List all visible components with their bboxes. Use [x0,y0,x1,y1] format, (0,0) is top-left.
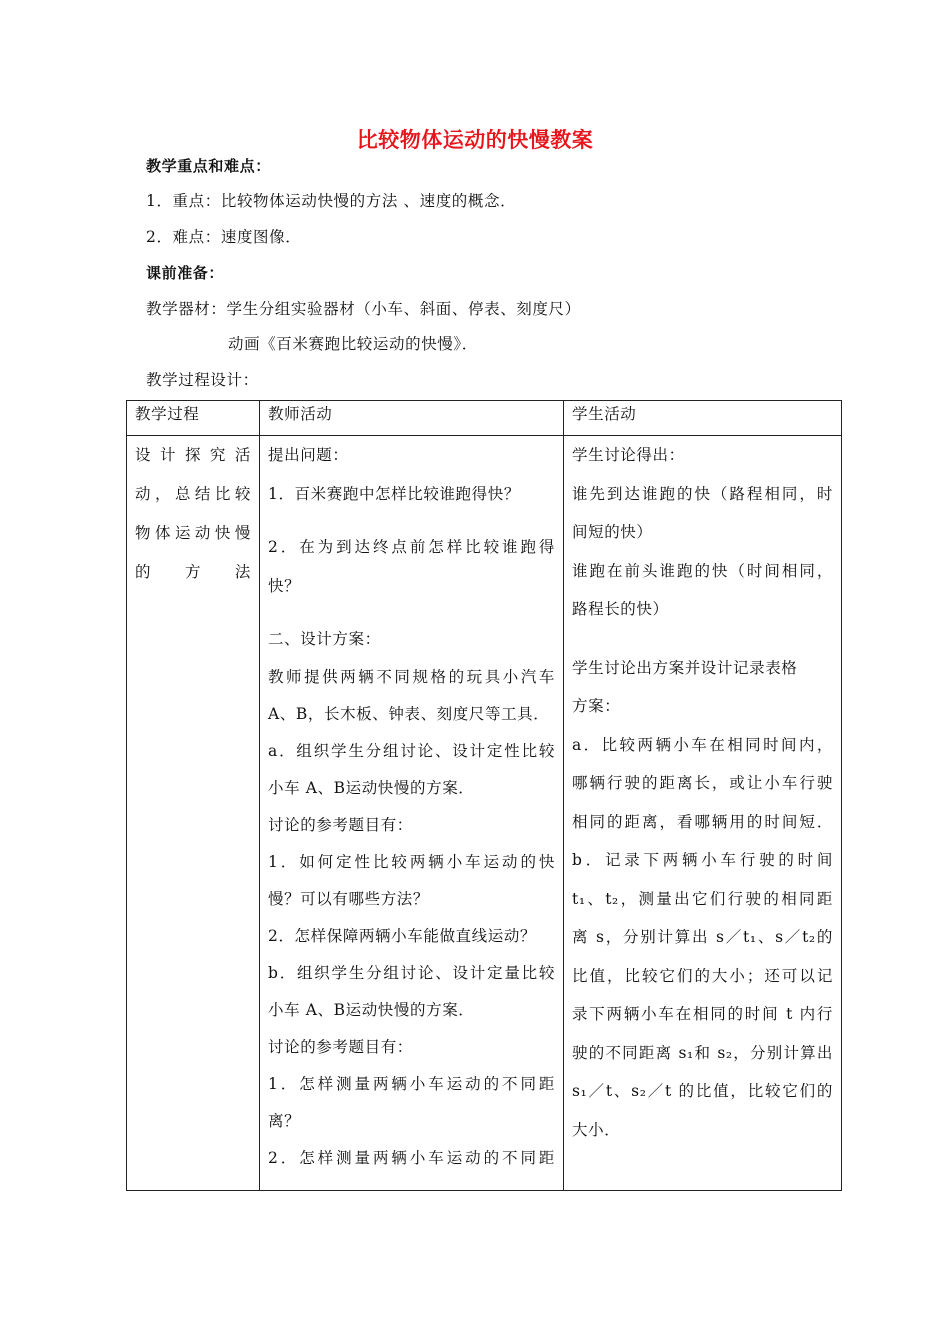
key-point-1: 1．重点：比较物体运动快慢的方法 、速度的概念． [146,192,517,210]
student-line: 谁跑在前头谁跑的快（时间相同， [572,561,833,580]
student-line: 路程长的快） [572,600,669,618]
student-line: a．比较两辆小车在相同时间内， [572,735,833,754]
student-line: 录下两辆小车在相同的时间 t 内行 [572,1005,833,1023]
teacher-line: 提出问题： [268,446,349,464]
student-cell [564,436,842,1191]
table-header-row [127,401,842,436]
student-line: s₁／t、s₂／t 的比值，比较它们的 [572,1082,833,1100]
header-student: 学生活动 [564,401,842,436]
stage-line: 物体运动快慢 [135,524,251,542]
teacher-line: b．组织学生分组讨论、设计定量比较 [268,964,555,982]
student-line: 谁先到达谁跑的快（路程相同，时 [572,484,833,503]
preparation-equipment: 教学器材：学生分组实验器材（小车、斜面、停表、刻度尺） [146,300,581,318]
header-teacher: 教师活动 [260,401,564,436]
teacher-line: a．组织学生分组讨论、设计定性比较 [268,742,555,760]
teacher-line: 1．怎样测量两辆小车运动的不同距 [268,1075,555,1093]
teacher-line: 快？ [268,577,301,595]
key-point-2: 2．难点：速度图像． [146,228,302,246]
teacher-line: 慢？可以有哪些方法？ [268,890,430,908]
student-line: 哪辆行驶的距离长，或让小车行驶 [572,774,833,792]
student-line: t₁、t₂，测量出它们行驶的相同距 [572,889,833,908]
stage-line: 设 计 探 究 活 [135,446,251,464]
teacher-line: 教师提供两辆不同规格的玩具小汽车 [268,668,555,686]
lesson-table [126,400,842,1191]
stage-line: 的方法 [135,563,251,581]
teacher-line: 2．怎样保障两辆小车能做直线运动？ [268,927,537,945]
stage-line: 动，总结比较 [135,485,251,503]
student-line: 驶的不同距离 s₁和 s₂，分别计算出 [572,1043,833,1062]
teacher-line: 讨论的参考题目有： [268,816,413,834]
table-row [127,436,842,1191]
teacher-line: A、B，长木板、钟表、刻度尺等工具． [268,705,550,723]
key-points-heading: 教学重点和难点： [146,157,271,175]
teacher-line: 讨论的参考题目有： [268,1038,413,1056]
student-line: 相同的距离，看哪辆用的时间短． [572,812,833,831]
teacher-cell [260,436,564,1191]
preparation-heading: 课前准备： [146,264,225,282]
teacher-line: 小车 A、B运动快慢的方案． [268,1001,475,1019]
student-line: 离 s，分别计算出 s／t₁、s／t₂的 [572,928,833,946]
student-line: 间短的快） [572,523,653,541]
preparation-animation: 动画《百米赛跑比较运动的快慢》． [228,335,478,353]
teacher-line: 离？ [268,1112,301,1130]
student-line: 比值，比较它们的大小；还可以记 [572,966,833,985]
stage-cell [127,436,260,1191]
student-line: b．记录下两辆小车行驶的时间 [572,851,833,869]
student-line: 方案： [572,697,621,715]
teacher-line: 1．百米赛跑中怎样比较谁跑得快？ [268,485,520,503]
teacher-line: 小车 A、B运动快慢的方案． [268,779,475,797]
process-label: 教学过程设计： [146,371,259,389]
teacher-line: 2．在为到达终点前怎样比较谁跑得 [268,538,555,556]
teacher-line: 二、设计方案： [268,630,381,648]
student-line: 大小． [572,1120,621,1139]
teacher-line: 1．如何定性比较两辆小车运动的快 [268,853,555,871]
student-line: 学生讨论出方案并设计记录表格 [572,658,798,677]
document-title: 比较物体运动的快慢教案 [356,128,594,152]
student-line: 学生讨论得出： [572,446,685,464]
teacher-line: 2．怎样测量两辆小车运动的不同距 [268,1149,555,1167]
header-stage: 教学过程 [127,401,260,436]
